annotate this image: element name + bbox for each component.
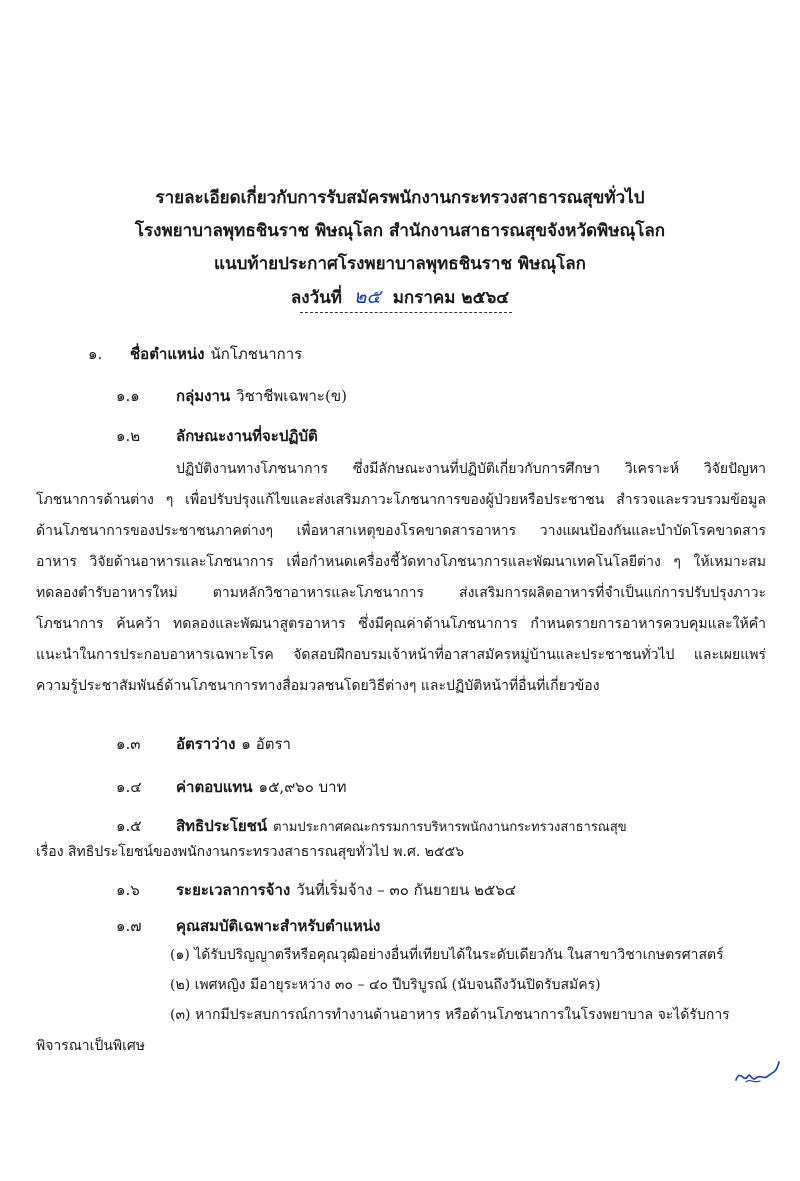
section-1-5-continuation: เรื่อง สิทธิประโยชน์ของพนักงานกระทรวงสาธารณสุขทั่วไป พ.ศ. ๒๕๕๖ <box>36 844 465 860</box>
qualification-item-3: (๓) หากมีประสบการณ์การทำงานด้านอาหาร หรือด้านโภชนาการในโรงพยาบาล จะได้รับการพิจารณาเป็นพิเศษ <box>36 1007 730 1054</box>
section-number: ๑.๑ <box>116 387 140 405</box>
header-date <box>0 281 800 315</box>
header-hospital: โรงพยาบาลพุทธชินราช พิษณุโลก สำนักงานสาธารณสุขจังหวัดพิษณุโลก <box>134 221 666 241</box>
section-1-3 <box>116 730 291 758</box>
section-value: นักโภชนาการ <box>210 345 303 363</box>
section-value: ตามประกาศคณะกรรมการบริหารพนักงานกระทรวงสาธารณสุข <box>273 820 627 835</box>
section-1-7 <box>116 912 380 940</box>
section-number: ๑. <box>88 345 103 363</box>
date-prefix: ลงวันที่ <box>290 288 342 308</box>
section-1-6 <box>116 876 516 904</box>
section-label: สิทธิประโยชน์ <box>176 817 268 835</box>
section-value: ๑๕,๙๖๐ บาท <box>258 778 347 796</box>
header-attachment: แนบท้ายประกาศโรงพยาบาลพุทธชินราช พิษณุโลก <box>214 254 586 274</box>
section-number: ๑.๕ <box>116 817 142 835</box>
section-value: วันที่เริ่มจ้าง – ๓๐ กันยายน ๒๕๖๔ <box>296 881 517 899</box>
section-number: ๑.๗ <box>116 917 142 935</box>
section-label: กลุ่มงาน <box>176 387 231 405</box>
job-description-text: ปฏิบัติงานทางโภชนาการ ซึ่งมีลักษณะงานที่ปฏิบัติเกี่ยวกับการศึกษา วิเคราะห์ วิจัยปัญหาโภชนาการด้านต่าง ๆ เพื่อปรับปรุงแก้ไขและส่งเสริมภาวะโภชนาการของผู้ป่วยหรือประชาชน สำรวจและรวบรวมข้อมูลด้านโภชนาการของประชาชนภาคต่างๆ เพื่อหาสาเหตุของโรคขาดสารอาหาร วางแผนป้องกันและบำบัดโรคขาดสารอาหาร วิจัยด้านอาหารและโภชนาการ เพื่อกำหนดเครื่องชี้วัดทางโภชนาการและพัฒนาเทคโนโลยีต่าง ๆ ให้เหมาะสม ทดลองตำรับอาหารใหม่ ตามหลักวิชาอาหารและโภชนาการ ส่งเสริมการผลิตอาหารที่จำเป็นแก่การปรับปรุงภาวะโภชนาการ ค้นคว้า ทดลองและพัฒนาสูตรอาหาร ซึ่งมีคุณค่าด้านโภชนาการ กำหนดรายการอาหารควบคุมและให้คำแนะนำในการประกอบอาหารเฉพาะโรค จัดสอบฝึกอบรมเจ้าหน้าที่อาสาสมัครหมู่บ้านและประชาชนทั่วไป และเผยแพร่ความรู้ประชาสัมพันธ์ด้านโภชนาการทางสื่อมวลชนโดยวิธีต่างๆ และปฏิบัติหน้าที่อื่นที่เกี่ยวข้อง <box>36 461 766 694</box>
section-label: ค่าตอบแทน <box>176 778 253 796</box>
section-number: ๑.๓ <box>116 735 141 753</box>
section-label: ระยะเวลาการจ้าง <box>176 881 291 899</box>
section-label: ลักษณะงานที่จะปฏิบัติ <box>176 427 318 445</box>
section-number: ๑.๔ <box>116 778 142 796</box>
section-1-2-body <box>36 454 766 702</box>
handwritten-initials-signature <box>732 1058 782 1088</box>
section-number: ๑.๖ <box>116 881 140 899</box>
date-day-handwritten: ๒๕ <box>353 286 381 308</box>
section-1-4 <box>116 773 346 801</box>
section-number: ๑.๒ <box>116 427 141 445</box>
section-value: วิชาชีพเฉพาะ(ข) <box>236 387 347 405</box>
section-label: อัตราว่าง <box>176 735 236 753</box>
document-header <box>0 182 800 315</box>
qualification-item-2: (๒) เพศหญิง มีอายุระหว่าง ๓๐ – ๔๐ ปีบริบูรณ์ (นับจนถึงวันปิดรับสมัคร) <box>170 977 601 993</box>
section-1 <box>88 340 302 368</box>
date-month-year: มกราคม ๒๕๖๔ <box>392 288 510 308</box>
section-label: ชื่อตำแหน่ง <box>130 345 205 363</box>
header-title: รายละเอียดเกี่ยวกับการรับสมัครพนักงานกระทรวงสาธารณสุขทั่วไป <box>155 188 645 208</box>
section-1-1 <box>116 382 347 410</box>
qualification-item-1: (๑) ได้รับปริญญาตรีหรือคุณวุฒิอย่างอื่นที่เทียบได้ในระดับเดียวกัน ในสาขาวิชาเกษตรศาสตร์ <box>170 947 724 963</box>
section-label: คุณสมบัติเฉพาะสำหรับตำแหน่ง <box>176 917 381 935</box>
section-1-2 <box>116 422 318 450</box>
header-divider <box>300 312 512 313</box>
section-value: ๑ อัตรา <box>241 735 291 753</box>
